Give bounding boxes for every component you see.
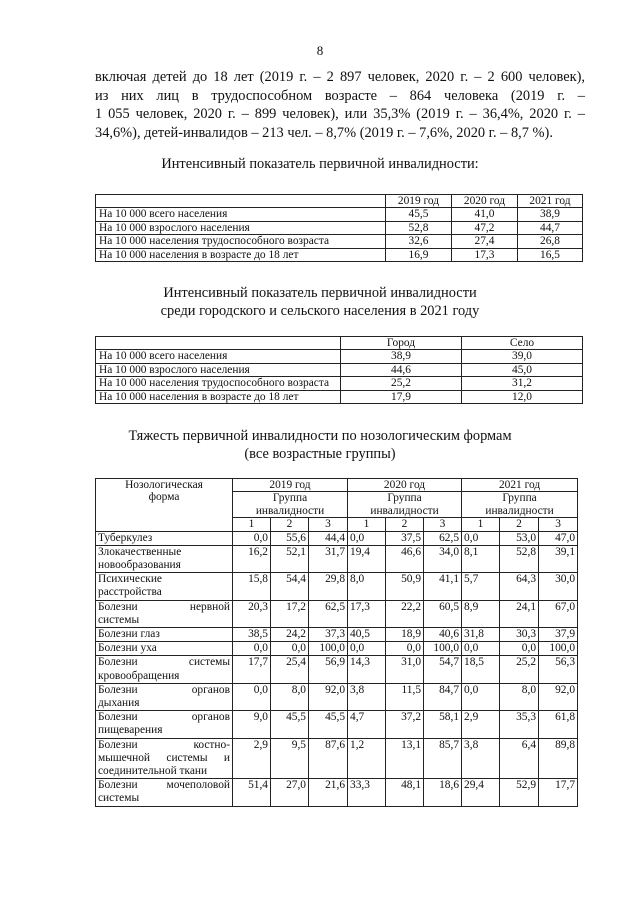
cell: 44,6 bbox=[341, 363, 462, 376]
cell: 22,2 bbox=[386, 600, 424, 627]
cell: 54,4 bbox=[271, 573, 309, 600]
cell: 46,6 bbox=[386, 545, 424, 572]
row-label bbox=[96, 600, 233, 627]
cell: 51,4 bbox=[233, 779, 271, 806]
cell: 61,8 bbox=[539, 711, 578, 738]
row-label: На 10 000 всего населения bbox=[96, 350, 341, 363]
cell: 9,0 bbox=[233, 711, 271, 738]
cell: 17,9 bbox=[341, 390, 462, 403]
group-number: 2 bbox=[500, 518, 539, 531]
table-row bbox=[96, 363, 583, 376]
cell: 100,0 bbox=[309, 642, 348, 656]
row-label-line: системы bbox=[98, 792, 140, 805]
group-number: 1 bbox=[348, 518, 386, 531]
cell: 47,0 bbox=[539, 531, 578, 545]
table-row bbox=[96, 656, 578, 683]
row-label: На 10 000 всего населения bbox=[96, 208, 386, 221]
cell: 18,5 bbox=[462, 656, 500, 683]
cell: 13,1 bbox=[386, 738, 424, 779]
row-label: На 10 000 населения трудоспособного возраста bbox=[96, 377, 341, 390]
table-row bbox=[96, 350, 583, 363]
cell: 14,3 bbox=[348, 656, 386, 683]
header-name-line: форма bbox=[148, 491, 180, 504]
cell: 45,5 bbox=[271, 711, 309, 738]
cell: 55,6 bbox=[271, 531, 309, 545]
table-row bbox=[96, 573, 578, 600]
table-row bbox=[96, 208, 583, 221]
group-label: инвалидности bbox=[370, 504, 439, 517]
table-row bbox=[96, 390, 583, 403]
cell: 16,9 bbox=[386, 248, 452, 261]
cell: 9,5 bbox=[271, 738, 309, 779]
table-row bbox=[96, 628, 578, 642]
table-row bbox=[96, 221, 583, 234]
cell: 31,2 bbox=[462, 377, 583, 390]
row-label-line: системы bbox=[98, 613, 140, 626]
group-label: Группа bbox=[387, 492, 422, 505]
row-label-line: Болезни мочеполовой bbox=[98, 779, 230, 792]
cell: 0,0 bbox=[271, 642, 309, 656]
cell: 62,5 bbox=[309, 600, 348, 627]
cell: 33,3 bbox=[348, 779, 386, 806]
page-number: 8 bbox=[316, 43, 324, 58]
cell: 0,0 bbox=[500, 642, 539, 656]
row-label bbox=[96, 573, 233, 600]
cell: 24,1 bbox=[500, 600, 539, 627]
row-label bbox=[96, 642, 233, 656]
cell: 0,0 bbox=[386, 642, 424, 656]
row-label-line: Злокачественные bbox=[98, 545, 182, 558]
cell: 45,5 bbox=[386, 208, 452, 221]
row-label: На 10 000 взрослого населения bbox=[96, 221, 386, 234]
group-number: 1 bbox=[233, 518, 271, 531]
cell: 18,6 bbox=[424, 779, 462, 806]
group-number: 3 bbox=[424, 518, 462, 531]
cell: 85,7 bbox=[424, 738, 462, 779]
cell: 41,0 bbox=[452, 208, 518, 221]
cell: 3,8 bbox=[348, 683, 386, 710]
row-label-line: Психические bbox=[98, 573, 162, 586]
col-header-2020: 2020 год bbox=[348, 479, 462, 492]
group-number: 2 bbox=[271, 518, 309, 531]
cell: 38,5 bbox=[233, 628, 271, 642]
cell: 15,8 bbox=[233, 573, 271, 600]
cell: 0,0 bbox=[233, 683, 271, 710]
header-name-line: Нозологическая bbox=[125, 479, 203, 491]
row-label bbox=[96, 711, 233, 738]
cell: 25,2 bbox=[500, 656, 539, 683]
table-row bbox=[96, 600, 578, 627]
cell: 31,0 bbox=[386, 656, 424, 683]
cell: 5,7 bbox=[462, 573, 500, 600]
cell: 84,7 bbox=[424, 683, 462, 710]
cell: 18,9 bbox=[386, 628, 424, 642]
cell: 17,3 bbox=[452, 248, 518, 261]
cell: 0,0 bbox=[348, 531, 386, 545]
cell: 12,0 bbox=[462, 390, 583, 403]
row-label bbox=[96, 738, 233, 779]
row-label bbox=[96, 656, 233, 683]
table-row bbox=[96, 235, 583, 248]
group-header bbox=[233, 492, 348, 518]
row-label-line: дыхания bbox=[98, 697, 140, 710]
cell: 37,3 bbox=[309, 628, 348, 642]
table-primary-disability-index bbox=[95, 194, 583, 262]
cell: 52,8 bbox=[500, 545, 539, 572]
cell: 8,0 bbox=[500, 683, 539, 710]
cell: 100,0 bbox=[539, 642, 578, 656]
cell: 44,7 bbox=[518, 221, 583, 234]
row-label-line: Болезни системы bbox=[98, 656, 230, 669]
table-row bbox=[96, 711, 578, 738]
table2-title-line2: среди городского и сельского населения в 2021 году bbox=[160, 303, 480, 319]
cell: 8,0 bbox=[348, 573, 386, 600]
col-header-village: Село bbox=[462, 337, 583, 350]
cell: 16,2 bbox=[233, 545, 271, 572]
row-label: На 10 000 населения трудоспособного возраста bbox=[96, 235, 386, 248]
cell: 50,9 bbox=[386, 573, 424, 600]
cell: 31,7 bbox=[309, 545, 348, 572]
cell: 17,7 bbox=[233, 656, 271, 683]
table3-title-line1: Тяжесть первичной инвалидности по нозологическим формам bbox=[128, 428, 512, 444]
intro-paragraph bbox=[95, 68, 585, 142]
group-label: инвалидности bbox=[485, 504, 554, 517]
cell: 8,1 bbox=[462, 545, 500, 572]
row-label bbox=[96, 683, 233, 710]
table-header-empty bbox=[96, 337, 341, 350]
table1-title: Интенсивный показатель первичной инвалидности: bbox=[161, 156, 479, 172]
cell: 2,9 bbox=[233, 738, 271, 779]
cell: 52,8 bbox=[386, 221, 452, 234]
cell: 25,2 bbox=[341, 377, 462, 390]
col-header-2021: 2021 год bbox=[518, 195, 583, 208]
cell: 53,0 bbox=[500, 531, 539, 545]
cell: 89,8 bbox=[539, 738, 578, 779]
cell: 8,9 bbox=[462, 600, 500, 627]
row-label-line: Болезни органов bbox=[98, 711, 230, 724]
cell: 52,1 bbox=[271, 545, 309, 572]
cell: 25,4 bbox=[271, 656, 309, 683]
cell: 29,8 bbox=[309, 573, 348, 600]
cell: 29,4 bbox=[462, 779, 500, 806]
cell: 0,0 bbox=[462, 642, 500, 656]
row-label bbox=[96, 545, 233, 572]
row-label-line: Болезни уха bbox=[98, 642, 157, 655]
row-label-line: новообразования bbox=[98, 559, 181, 572]
cell: 100,0 bbox=[424, 642, 462, 656]
table-header-empty bbox=[96, 195, 386, 208]
col-header-2020: 2020 год bbox=[452, 195, 518, 208]
row-label-line: соединительной ткани bbox=[98, 765, 208, 778]
table-row bbox=[96, 545, 578, 572]
table-row bbox=[96, 642, 578, 656]
table2-title-line1: Интенсивный показатель первичной инвалидности bbox=[163, 285, 477, 301]
cell: 39,1 bbox=[539, 545, 578, 572]
col-header-2019: 2019 год bbox=[233, 479, 348, 492]
cell: 20,3 bbox=[233, 600, 271, 627]
cell: 26,8 bbox=[518, 235, 583, 248]
cell: 3,8 bbox=[462, 738, 500, 779]
cell: 2,9 bbox=[462, 711, 500, 738]
row-label-line: Болезни нервной bbox=[98, 600, 230, 613]
row-label: На 10 000 населения в возрасте до 18 лет bbox=[96, 248, 386, 261]
cell: 1,2 bbox=[348, 738, 386, 779]
col-header-nosology bbox=[96, 479, 233, 532]
table-row bbox=[96, 683, 578, 710]
paragraph-line: включая детей до 18 лет (2019 г. – 2 897 человек, 2020 г. – 2 600 человек), bbox=[95, 69, 585, 85]
cell: 8,0 bbox=[271, 683, 309, 710]
cell: 44,4 bbox=[309, 531, 348, 545]
cell: 19,4 bbox=[348, 545, 386, 572]
row-label-line: кровообращения bbox=[98, 669, 180, 682]
cell: 45,0 bbox=[462, 363, 583, 376]
cell: 92,0 bbox=[539, 683, 578, 710]
group-number: 1 bbox=[462, 518, 500, 531]
cell: 31,8 bbox=[462, 628, 500, 642]
cell: 40,5 bbox=[348, 628, 386, 642]
row-label bbox=[96, 628, 233, 642]
table-row bbox=[96, 738, 578, 779]
cell: 52,9 bbox=[500, 779, 539, 806]
cell: 16,5 bbox=[518, 248, 583, 261]
table-row bbox=[96, 377, 583, 390]
col-header-2019: 2019 год bbox=[386, 195, 452, 208]
cell: 35,3 bbox=[500, 711, 539, 738]
table-row bbox=[96, 779, 578, 806]
cell: 54,7 bbox=[424, 656, 462, 683]
cell: 45,5 bbox=[309, 711, 348, 738]
group-number: 3 bbox=[309, 518, 348, 531]
group-header bbox=[462, 492, 578, 518]
paragraph-line: 34,6%), детей-инвалидов – 213 чел. – 8,7% (2019 г. – 7,6%, 2020 г. – 8,7 %). bbox=[95, 124, 553, 141]
group-label: Группа bbox=[272, 492, 308, 505]
table-row bbox=[96, 531, 578, 545]
row-label bbox=[96, 779, 233, 806]
cell: 30,0 bbox=[539, 573, 578, 600]
paragraph-line: 1 055 человек, 2020 г. – 899 человек), или 35,3% (2019 г. – 36,4%, 2020 г. – bbox=[95, 106, 585, 122]
cell: 30,3 bbox=[500, 628, 539, 642]
cell: 38,9 bbox=[518, 208, 583, 221]
paragraph-line: из них лиц в трудоспособном возрасте – 864 человека (2019 г. – bbox=[95, 87, 585, 104]
cell: 21,6 bbox=[309, 779, 348, 806]
cell: 27,0 bbox=[271, 779, 309, 806]
row-label bbox=[96, 531, 233, 545]
group-number: 3 bbox=[539, 518, 578, 531]
group-number: 2 bbox=[386, 518, 424, 531]
cell: 67,0 bbox=[539, 600, 578, 627]
group-label: Группа bbox=[502, 492, 537, 505]
row-label: На 10 000 взрослого населения bbox=[96, 363, 341, 376]
cell: 32,6 bbox=[386, 235, 452, 248]
cell: 60,5 bbox=[424, 600, 462, 627]
cell: 92,0 bbox=[309, 683, 348, 710]
row-label-line: Болезни органов bbox=[98, 683, 230, 696]
row-label-line: мышечной системы и bbox=[98, 751, 230, 764]
cell: 0,0 bbox=[233, 531, 271, 545]
cell: 87,6 bbox=[309, 738, 348, 779]
row-label-line: расстройства bbox=[98, 586, 162, 599]
cell: 11,5 bbox=[386, 683, 424, 710]
cell: 38,9 bbox=[341, 350, 462, 363]
cell: 37,2 bbox=[386, 711, 424, 738]
cell: 47,2 bbox=[452, 221, 518, 234]
group-header bbox=[348, 492, 462, 518]
cell: 56,3 bbox=[539, 656, 578, 683]
cell: 39,0 bbox=[462, 350, 583, 363]
row-label-line: Болезни глаз bbox=[98, 628, 160, 641]
row-label-line: Туберкулез bbox=[98, 531, 153, 544]
row-label-line: Болезни костно- bbox=[98, 738, 230, 751]
cell: 34,0 bbox=[424, 545, 462, 572]
cell: 62,5 bbox=[424, 531, 462, 545]
cell: 56,9 bbox=[309, 656, 348, 683]
cell: 27,4 bbox=[452, 235, 518, 248]
cell: 37,5 bbox=[386, 531, 424, 545]
table3-title-line2: (все возрастные группы) bbox=[244, 446, 396, 462]
cell: 0,0 bbox=[348, 642, 386, 656]
cell: 40,6 bbox=[424, 628, 462, 642]
table-row bbox=[96, 248, 583, 261]
cell: 17,3 bbox=[348, 600, 386, 627]
table-severity-by-nosology bbox=[95, 478, 578, 807]
cell: 41,1 bbox=[424, 573, 462, 600]
cell: 17,2 bbox=[271, 600, 309, 627]
cell: 0,0 bbox=[462, 531, 500, 545]
col-header-city: Город bbox=[341, 337, 462, 350]
cell: 0,0 bbox=[462, 683, 500, 710]
cell: 4,7 bbox=[348, 711, 386, 738]
row-label-line: пищеварения bbox=[98, 724, 163, 737]
cell: 6,4 bbox=[500, 738, 539, 779]
cell: 0,0 bbox=[233, 642, 271, 656]
cell: 48,1 bbox=[386, 779, 424, 806]
table-urban-rural-index bbox=[95, 336, 583, 404]
cell: 24,2 bbox=[271, 628, 309, 642]
cell: 58,1 bbox=[424, 711, 462, 738]
cell: 64,3 bbox=[500, 573, 539, 600]
row-label: На 10 000 населения в возрасте до 18 лет bbox=[96, 390, 341, 403]
cell: 37,9 bbox=[539, 628, 578, 642]
cell: 17,7 bbox=[539, 779, 578, 806]
group-label: инвалидности bbox=[255, 504, 325, 517]
col-header-2021: 2021 год bbox=[462, 479, 578, 492]
